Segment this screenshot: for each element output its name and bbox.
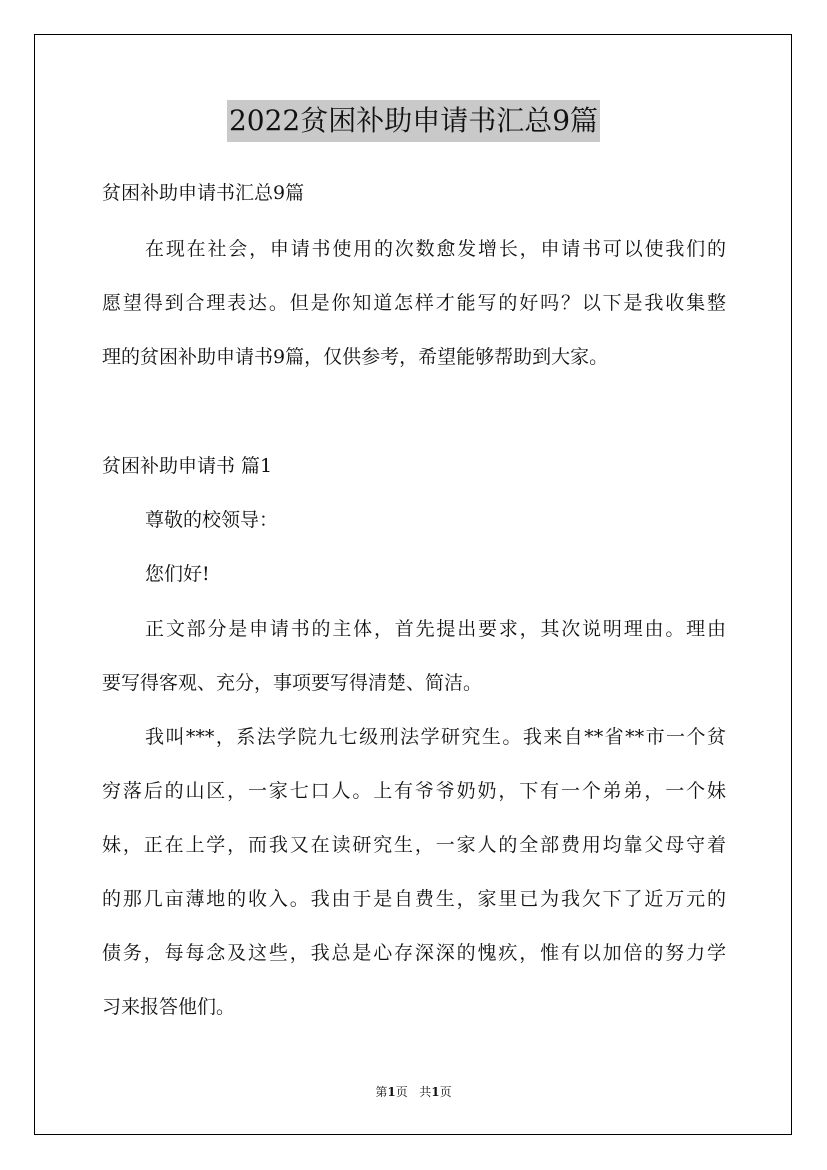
para2-line-3: 妹，正在上学，而我又在读研究生，一家人的全部费用均靠父母守着 bbox=[102, 834, 726, 856]
page-footer bbox=[0, 1084, 827, 1100]
para2-line-4: 的那几亩薄地的收入。我由于是自费生，家里已为我欠下了近万元的 bbox=[102, 888, 726, 910]
para2-line-6: 习来报答他们。 bbox=[102, 996, 236, 1018]
para2-line-2: 穷落后的山区，一家七口人。上有爷爷奶奶，下有一个弟弟，一个妹 bbox=[102, 780, 726, 802]
para1-line-2: 要写得客观、充分，事项要写得清楚、简洁。 bbox=[102, 672, 483, 694]
footer-page-mid: 页 共 bbox=[395, 1085, 432, 1099]
intro-line-3: 理的贫困补助申请书9篇，仅供参考，希望能够帮助到大家。 bbox=[102, 346, 609, 368]
footer-page-total: 1 bbox=[431, 1085, 440, 1099]
footer-page-current: 1 bbox=[387, 1085, 396, 1099]
para2-line-5: 债务，每每念及这些，我总是心存深深的愧疚，惟有以加倍的努力学 bbox=[102, 942, 726, 964]
document-subtitle: 贫困补助申请书汇总9篇 bbox=[102, 182, 305, 204]
salutation: 尊敬的校领导： bbox=[145, 509, 279, 531]
title-container bbox=[0, 100, 827, 142]
greeting: 您们好! bbox=[145, 563, 210, 585]
section-heading: 贫困补助申请书 篇1 bbox=[102, 455, 273, 477]
intro-line-1: 在现在社会，申请书使用的次数愈发增长，申请书可以使我们的 bbox=[145, 238, 726, 260]
footer-page-suffix: 页 bbox=[439, 1085, 452, 1099]
document-title: 2022贫困补助申请书汇总9篇 bbox=[227, 100, 600, 142]
intro-line-2: 愿望得到合理表达。但是你知道怎样才能写的好吗？以下是我收集整 bbox=[102, 292, 726, 314]
footer-page-prefix: 第 bbox=[375, 1085, 388, 1099]
para1-line-1: 正文部分是申请书的主体，首先提出要求，其次说明理由。理由 bbox=[145, 618, 726, 640]
para2-line-1: 我叫***，系法学院九七级刑法学研究生。我来自**省**市一个贫 bbox=[145, 726, 726, 748]
